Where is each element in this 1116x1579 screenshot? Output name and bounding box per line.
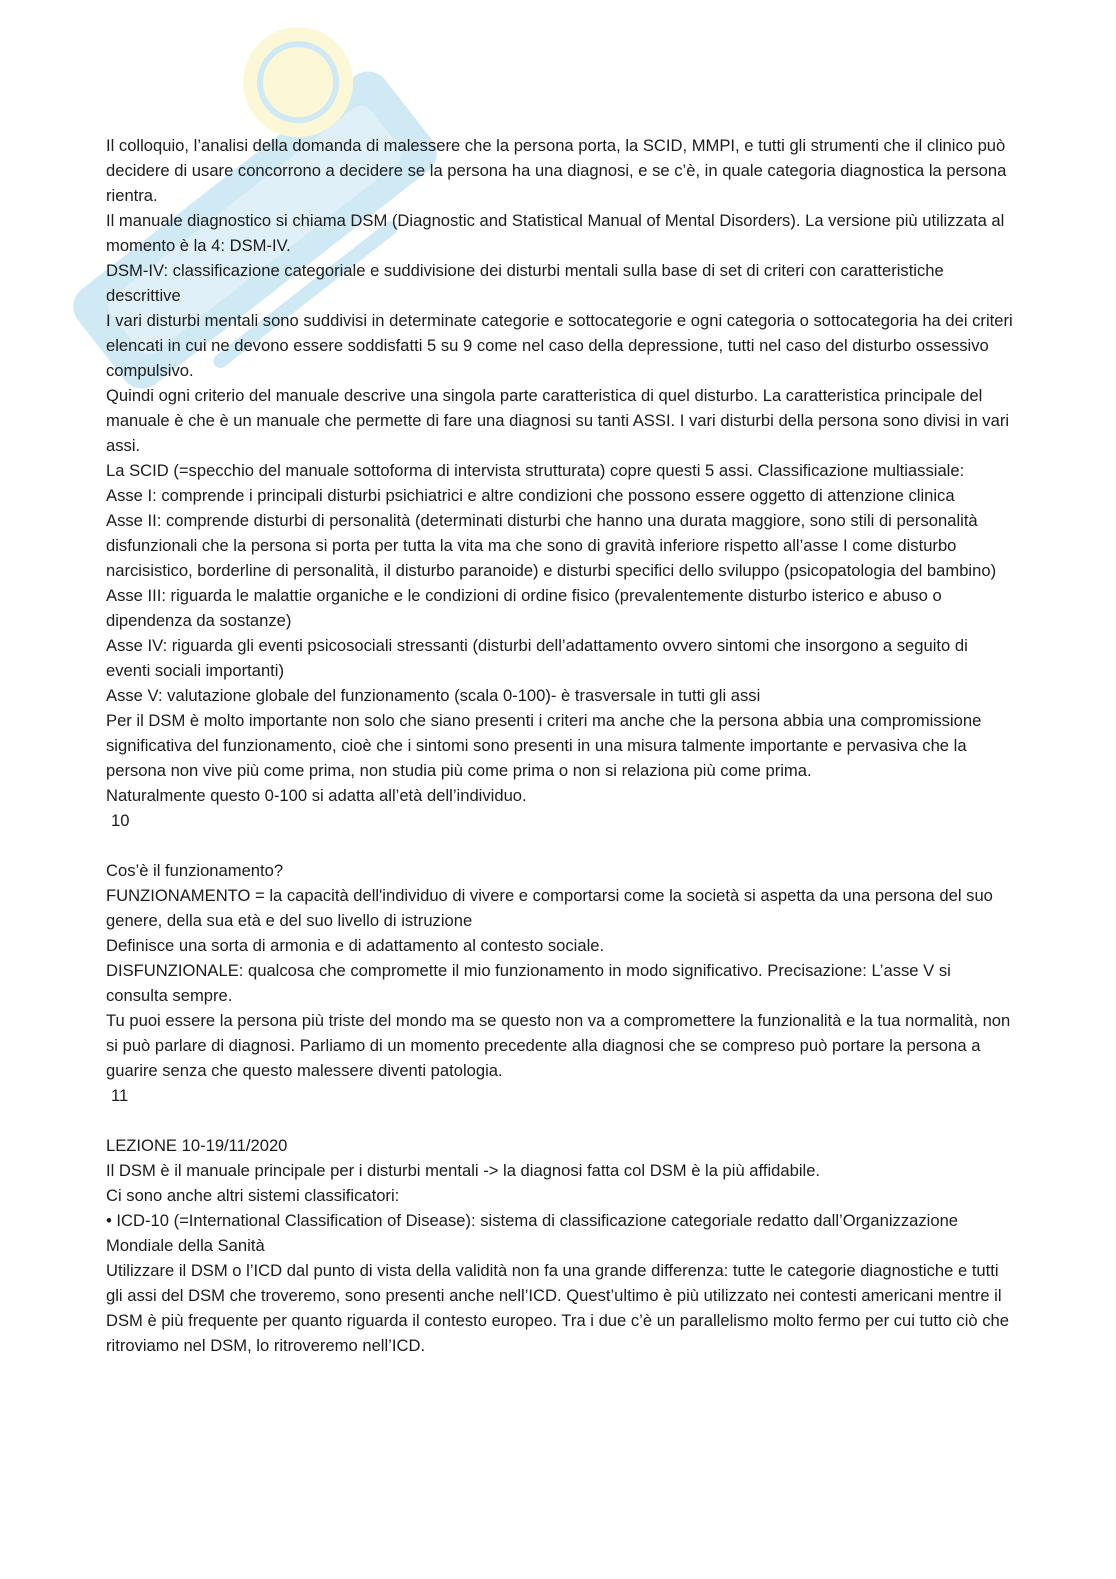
paragraph: Asse IV: riguarda gli eventi psicosociali stressanti (disturbi dell’adattamento ovvero sintomi che insorgono a seguito di eventi sociali importanti) <box>106 636 968 680</box>
paragraph: Il DSM è il manuale principale per i disturbi mentali -> la diagnosi fatta col DSM è la più affidabile. <box>106 1161 821 1180</box>
paragraph: Asse V: valutazione globale del funzionamento (scala 0-100)- è trasversale in tutti gli assi <box>106 686 761 705</box>
paragraph: Quindi ogni criterio del manuale descrive una singola parte caratteristica di quel disturbo. La caratteristica principale del manuale è che è un manuale che permette di fare una diagnosi su tanti ASSI. I vari disturbi della persona sono divisi in vari assi. <box>106 386 1010 455</box>
paragraph: LEZIONE 10-19/11/2020 <box>106 1136 288 1155</box>
paragraph: FUNZIONAMENTO = la capacità dell'individuo di vivere e comportarsi come la società si aspetta da una persona del suo genere, della sua età e del suo livello di istruzione <box>106 886 993 930</box>
paragraph: Naturalmente questo 0-100 si adatta all’età dell’individuo. <box>106 786 527 805</box>
paragraph: • ICD-10 (=International Classification of Disease): sistema di classificazione categoriale redatto dall’Organizzazione Mondiale della Sanità <box>106 1211 959 1255</box>
paragraph: Asse II: comprende disturbi di personalità (determinati disturbi che hanno una durata maggiore, sono stili di personalità disfunzionali che la persona si porta per tutta la vita ma che sono di gravità inferiore rispetto all’asse I come disturbo narcisistico, borderline di personalità, il disturbo paranoide) e disturbi specifici dello sviluppo (psicopatologia del bambino) <box>106 511 997 580</box>
paragraph: Il manuale diagnostico si chiama DSM (Diagnostic and Statistical Manual of Mental Disorders). La versione più utilizzata al momento è la 4: DSM-IV. <box>106 211 1005 255</box>
paragraph: Utilizzare il DSM o l’ICD dal punto di vista della validità non fa una grande differenza: tutte le categorie diagnostiche e tutti gli assi del DSM che troveremo, sono presenti anche nell’ICD. Quest’ultimo è più utilizzato nei contesti americani mentre il DSM è più frequente per quanto riguarda il contesto europeo. Tra i due c’è un parallelismo molto fermo per cui tutto ciò che ritroviamo nel DSM, lo ritroveremo nell’ICD. <box>106 1261 1010 1355</box>
paragraph: Asse III: riguarda le malattie organiche e le condizioni di ordine fisico (prevalentemente disturbo isterico e abuso o dipendenza da sostanze) <box>106 586 942 630</box>
paragraph-spacer <box>106 1108 1016 1133</box>
paragraph: Tu puoi essere la persona più triste del mondo ma se questo non va a compromettere la funzionalità e la tua normalità, non si può parlare di diagnosi. Parliamo di un momento precedente alla diagnosi che se compreso può portare la persona a guarire senza che questo malessere diventi patologia. <box>106 1011 1011 1080</box>
paragraph: Il colloquio, l’analisi della domanda di malessere che la persona porta, la SCID, MMPI, e tutti gli strumenti che il clinico può decidere di usare concorrono a decidere se la persona ha una diagnosi, e se c’è, in quale categoria diagnostica la persona rientra. <box>106 136 1007 205</box>
paragraph: Cos’è il funzionamento? <box>106 861 284 880</box>
paragraph-spacer <box>106 833 1016 858</box>
page-number: 11 <box>111 1086 129 1105</box>
paragraph: La SCID (=specchio del manuale sottoforma di intervista strutturata) copre questi 5 assi. Classificazione multiassiale: <box>106 461 965 480</box>
paragraph: Asse I: comprende i principali disturbi psichiatrici e altre condizioni che possono essere oggetto di attenzione clinica <box>106 486 955 505</box>
paragraph: Ci sono anche altri sistemi classificatori: <box>106 1186 400 1205</box>
paragraph: DISFUNZIONALE: qualcosa che compromette il mio funzionamento in modo significativo. Precisazione: L’asse V si consulta sempre. <box>106 961 951 1005</box>
paragraph: Definisce una sorta di armonia e di adattamento al contesto sociale. <box>106 936 605 955</box>
page-number: 10 <box>111 811 130 830</box>
paragraph: DSM-IV: classificazione categoriale e suddivisione dei disturbi mentali sulla base di set di criteri con caratteristiche descrittive <box>106 261 944 305</box>
watermark-accent-ring <box>245 29 352 136</box>
paragraph: I vari disturbi mentali sono suddivisi in determinate categorie e sottocategorie e ogni categoria o sottocategoria ha dei criteri elencati in cui ne devono essere soddisfatti 5 su 9 come nel caso della depressione, tutti nel caso del disturbo ossessivo compulsivo. <box>106 311 1013 380</box>
paragraph: Per il DSM è molto importante non solo che siano presenti i criteri ma anche che la persona abbia una compromissione significativa del funzionamento, cioè che i sintomi sono presenti in una misura talmente importante e pervasiva che la persona non vive più come prima, non studia più come prima o non si relaziona più come prima. <box>106 711 982 780</box>
document-body <box>106 133 1016 1358</box>
